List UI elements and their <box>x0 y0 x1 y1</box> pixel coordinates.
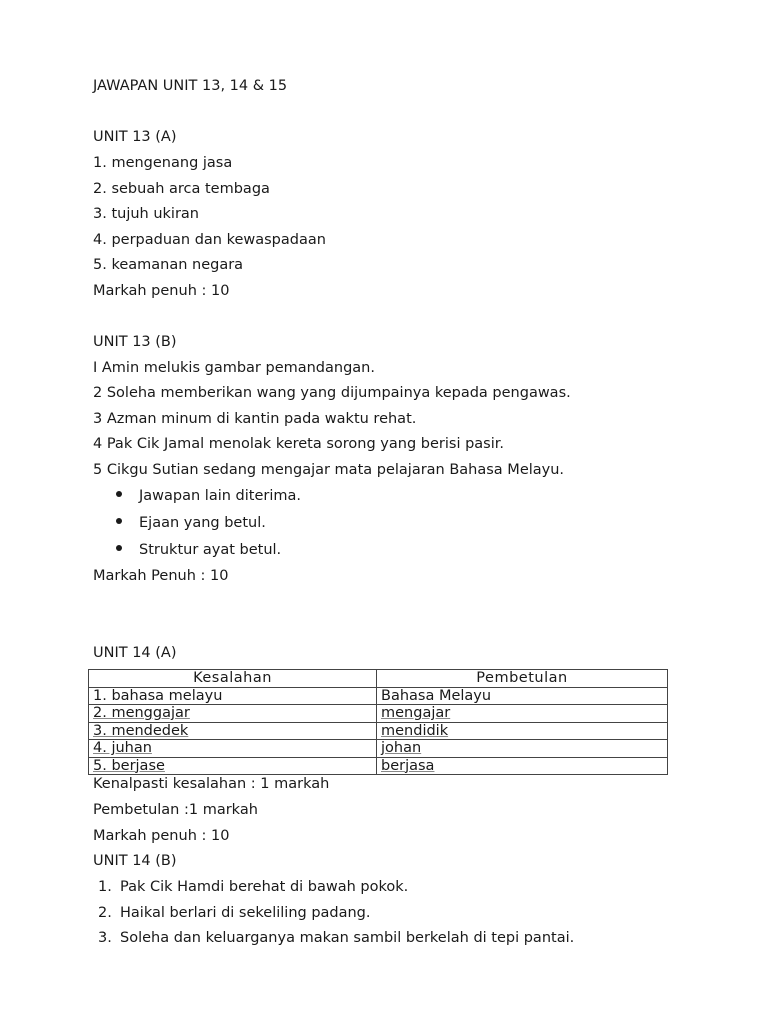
item-number: 1. <box>98 879 112 895</box>
table-cell <box>377 722 668 740</box>
table-row <box>89 705 668 723</box>
table-cell <box>89 740 377 758</box>
bullet-text: Jawapan lain diterima. <box>139 488 301 504</box>
cell-text: 1. bahasa melayu <box>93 687 223 704</box>
bullet-text: Ejaan yang betul. <box>139 515 266 531</box>
table-row <box>89 740 668 758</box>
numbered-item <box>98 904 371 922</box>
cell-text: 2. menggajar <box>93 705 190 721</box>
unit13a-item: 1. mengenang jasa <box>93 155 233 171</box>
unit14a-marks: Markah penuh : 10 <box>93 828 230 844</box>
unit13b-item: 3 Azman minum di kantin pada waktu rehat. <box>93 411 417 427</box>
page-title: JAWAPAN UNIT 13, 14 & 15 <box>93 78 288 94</box>
table-cell <box>377 740 668 758</box>
table-cell <box>89 757 377 775</box>
item-number: 3. <box>98 930 112 946</box>
table-row <box>89 687 668 705</box>
unit13a-marks: Markah penuh : 10 <box>93 283 230 299</box>
numbered-item <box>98 878 408 896</box>
unit13a-item: 2. sebuah arca tembaga <box>93 181 270 197</box>
column-header-pembetulan: Pembetulan <box>377 670 668 688</box>
table-cell <box>89 687 377 705</box>
item-text: Pak Cik Hamdi berehat di bawah pokok. <box>120 879 409 895</box>
table-cell <box>377 705 668 723</box>
table-cell <box>89 705 377 723</box>
cell-text: 5. berjase <box>93 757 165 774</box>
unit14a-heading: UNIT 14 (A) <box>93 645 177 661</box>
bullet-item <box>116 514 266 532</box>
item-number: 2. <box>98 905 112 921</box>
table-row <box>89 722 668 740</box>
cell-text: johan <box>381 740 422 756</box>
unit14a-note: Pembetulan :1 markah <box>93 802 258 818</box>
cell-text: berjasa <box>381 757 435 774</box>
unit14a-note: Kenalpasti kesalahan : 1 markah <box>93 776 330 792</box>
cell-text: 4. juhan <box>93 740 152 756</box>
unit14b-heading: UNIT 14 (B) <box>93 853 177 869</box>
table-cell <box>377 757 668 775</box>
bullet-item <box>116 541 281 559</box>
table-cell <box>89 722 377 740</box>
unit13a-heading: UNIT 13 (A) <box>93 129 177 145</box>
cell-text: mengajar <box>381 705 451 721</box>
unit13a-item: 4. perpaduan dan kewaspadaan <box>93 232 326 248</box>
unit13b-marks: Markah Penuh : 10 <box>93 568 229 584</box>
bullet-item <box>116 487 301 505</box>
cell-text: 3. mendedek <box>93 722 189 739</box>
unit13b-item: 4 Pak Cik Jamal menolak kereta sorong yang berisi pasir. <box>93 436 504 452</box>
cell-text: mendidik <box>381 722 449 739</box>
table-header-row <box>89 670 668 688</box>
item-text: Haikal berlari di sekeliling padang. <box>120 905 371 921</box>
unit13b-item: 5 Cikgu Sutian sedang mengajar mata pelajaran Bahasa Melayu. <box>93 462 565 478</box>
numbered-item <box>98 929 574 947</box>
bullet-icon <box>116 491 122 497</box>
cell-text: Bahasa Melayu <box>381 687 492 704</box>
unit13a-item: 5. keamanan negara <box>93 257 244 273</box>
unit13b-heading: UNIT 13 (B) <box>93 334 177 350</box>
bullet-icon <box>116 518 122 524</box>
table-row <box>89 757 668 775</box>
bullet-icon <box>116 545 122 551</box>
bullet-text: Struktur ayat betul. <box>139 542 282 558</box>
item-text: Soleha dan keluarganya makan sambil berkelah di tepi pantai. <box>120 930 575 946</box>
unit13b-item: 2 Soleha memberikan wang yang dijumpainya kepada pengawas. <box>93 385 571 401</box>
unit13b-item: I Amin melukis gambar pemandangan. <box>93 360 375 376</box>
column-header-kesalahan: Kesalahan <box>89 670 377 688</box>
table-cell <box>377 687 668 705</box>
unit13a-item: 3. tujuh ukiran <box>93 206 199 222</box>
correction-table <box>88 669 668 775</box>
